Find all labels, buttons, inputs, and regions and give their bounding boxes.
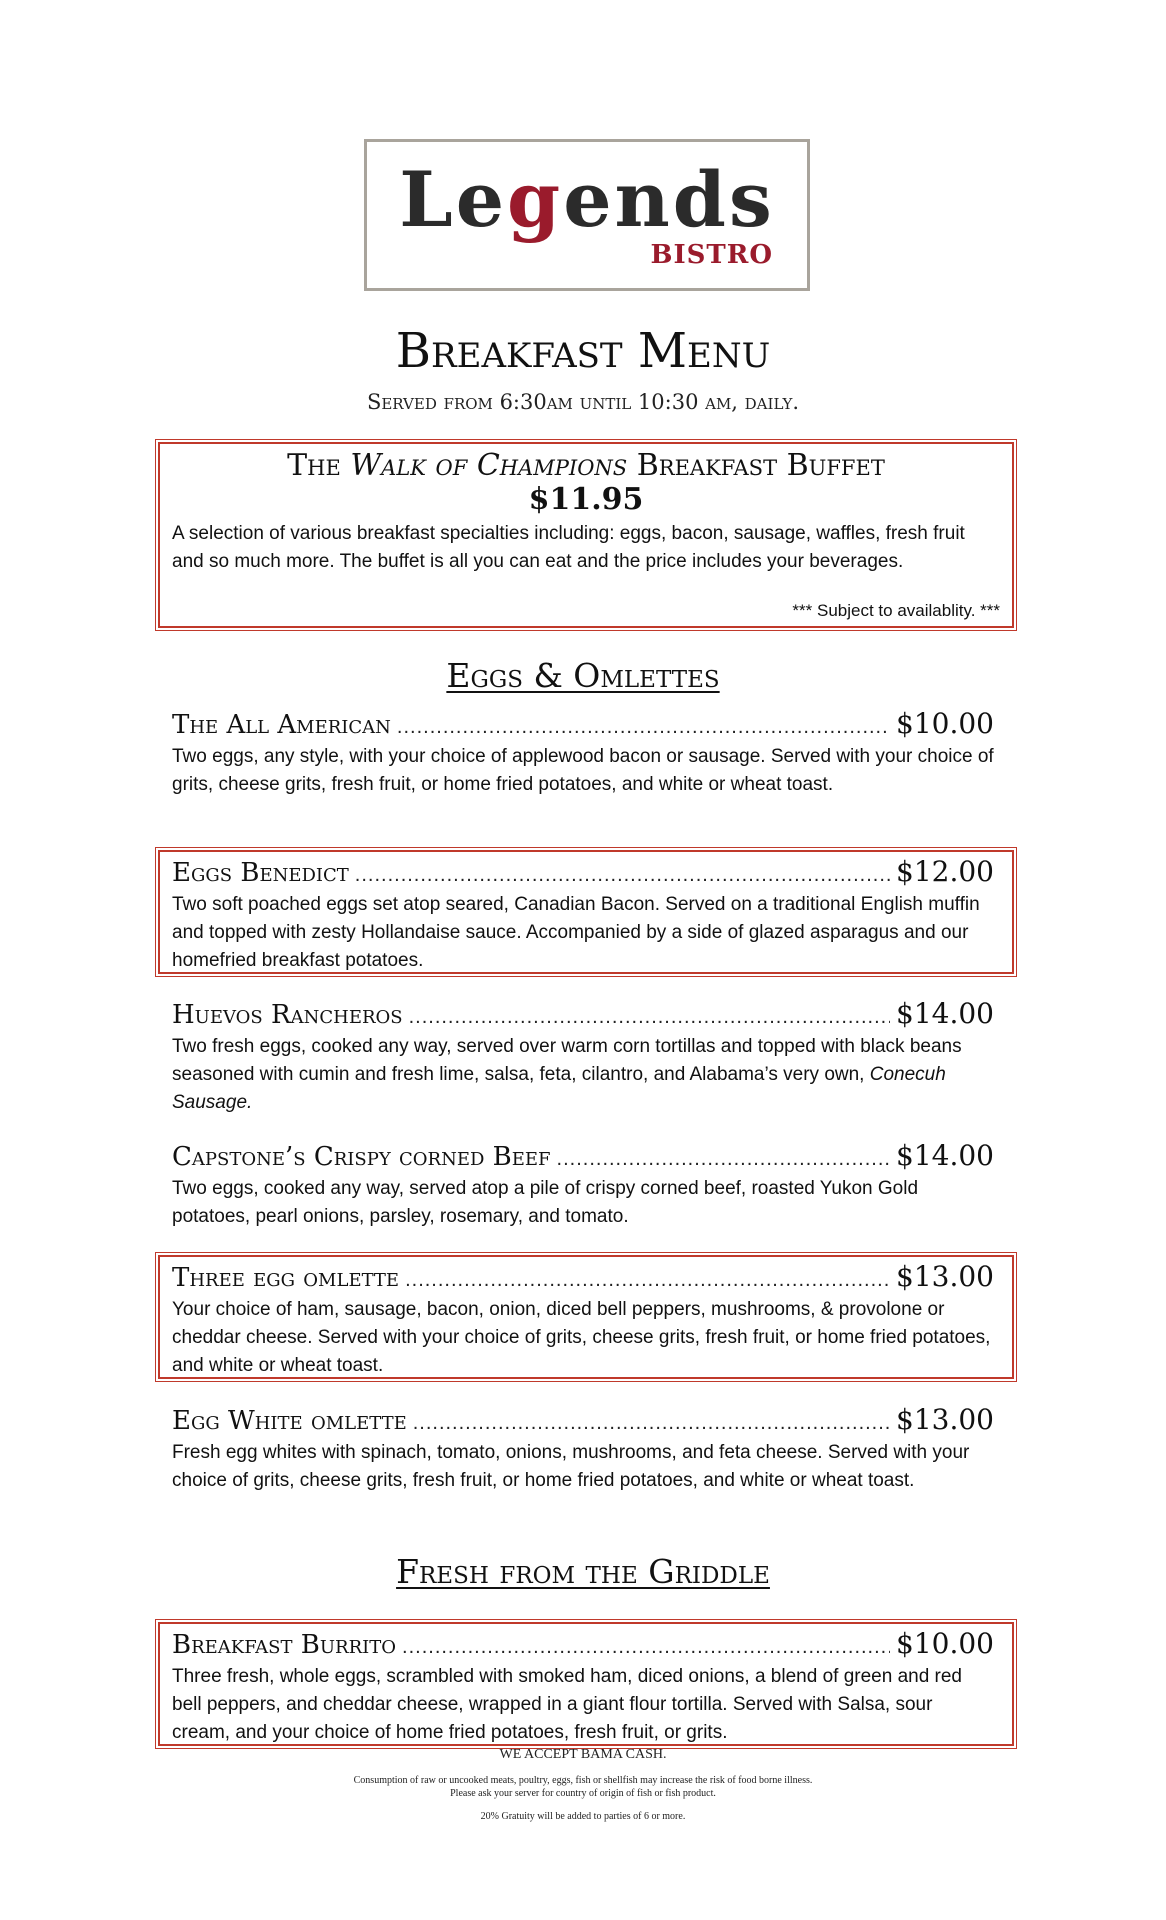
buffet-description: A selection of various breakfast specialties including: eggs, bacon, sausage, waffles, fresh fruit and so much more. The buffet is all you can eat and the price includes your beverages. — [172, 523, 965, 572]
item-description: Two eggs, any style, with your choice of applewood bacon or sausage. Served with your choice of grits, cheese grits, fresh fruit, or home fried potatoes, and white or wheat toast. — [172, 746, 994, 795]
item-price: $14.00 — [896, 997, 994, 1030]
dot-leader — [355, 859, 890, 891]
item-description: Fresh egg whites with spinach, tomato, onions, mushrooms, and feta cheese. Served with your choice of grits, cheese grits, fresh fruit, or home fried potatoes, and white or wheat toast. — [172, 1442, 970, 1491]
section-heading-griddle: Fresh from the Griddle — [396, 1552, 770, 1591]
footer-gratuity-note: 20% Gratuity will be added to parties of 6 or more. — [480, 1811, 686, 1822]
menu-item-three-egg-omlette — [172, 1261, 994, 1380]
item-price: $10.00 — [896, 1627, 994, 1660]
buffet-price: $11.95 — [528, 482, 644, 517]
serving-hours: Served from 6:30am until 10:30 am, daily. — [366, 390, 800, 414]
item-header — [172, 1261, 994, 1296]
section-heading-eggs: Eggs & Omlettes — [446, 656, 720, 695]
item-header — [172, 708, 994, 743]
item-header — [172, 1628, 994, 1663]
menu-item-box-benedict — [158, 850, 1014, 974]
item-name: Eggs Benedict — [172, 858, 349, 888]
item-description — [172, 1033, 994, 1117]
dot-leader — [409, 1001, 890, 1033]
item-header — [172, 1404, 994, 1439]
logo-name-part: ends — [563, 155, 775, 244]
buffet-title-walk: Walk of Champions — [350, 448, 628, 483]
item-price: $10.00 — [896, 707, 994, 740]
dot-leader — [557, 1143, 890, 1175]
item-header — [172, 1140, 994, 1175]
logo-name-accent: g — [507, 155, 564, 244]
buffet-title-post: Breakfast Buffet — [636, 448, 885, 483]
menu-item-all-american — [172, 708, 994, 799]
item-description: Two soft poached eggs set atop seared, Canadian Bacon. Served on a traditional English muffin and topped with zesty Hollandaise sauce. Accompanied by a side of glazed asparagus and our homefried breakfast potatoes. — [172, 894, 980, 971]
item-price: $14.00 — [896, 1139, 994, 1172]
page-title: Breakfast Menu — [395, 323, 771, 379]
buffet-title — [160, 448, 1012, 484]
menu-item-eggs-benedict — [172, 856, 994, 975]
item-header — [172, 856, 994, 891]
item-price: $13.00 — [896, 1403, 994, 1436]
item-name: Breakfast Burrito — [172, 1630, 397, 1660]
menu-item-corned-beef — [172, 1140, 994, 1231]
dot-leader — [402, 1631, 890, 1663]
buffet-availability-note: *** Subject to availablity. *** — [792, 601, 1000, 620]
dot-leader — [413, 1407, 890, 1439]
logo-name-part: Le — [399, 155, 508, 244]
item-price: $13.00 — [896, 1260, 994, 1293]
footer-origin-note: Please ask your server for country of origin of fish or fish product. — [450, 1788, 716, 1799]
menu-item-breakfast-burrito — [172, 1628, 994, 1747]
buffet-title-pre: The — [287, 448, 341, 483]
dot-leader — [397, 711, 890, 743]
item-description: Your choice of ham, sausage, bacon, onion, diced bell peppers, mushrooms, & provolone or cheddar cheese. Served with your choice of grits, cheese grits, fresh fruit, or home fried potatoes, and white or wheat toast. — [172, 1299, 991, 1376]
item-description: Three fresh, whole eggs, scrambled with smoked ham, diced onions, a blend of green and red bell peppers, and cheddar cheese, wrapped in a giant flour tortilla. Served with Salsa, sour cream, and your choice of home fried potatoes, fresh fruit, or grits. — [172, 1666, 963, 1743]
item-price: $12.00 — [896, 855, 994, 888]
item-header — [172, 998, 994, 1033]
menu-item-huevos-rancheros — [172, 998, 994, 1117]
menu-item-egg-white-omlette — [172, 1404, 994, 1495]
item-name: The All American — [172, 710, 391, 740]
menu-item-box-three-egg — [158, 1255, 1014, 1379]
footer-bama-cash: WE ACCEPT BAMA CASH. — [499, 1747, 667, 1762]
item-description-italic: Conecuh Sausage. — [172, 1064, 946, 1113]
buffet-box — [158, 442, 1014, 628]
dot-leader — [405, 1264, 890, 1296]
logo — [364, 139, 810, 291]
item-name: Egg White omlette — [172, 1406, 407, 1436]
logo-subtitle: BISTRO — [650, 240, 773, 270]
menu-item-box-burrito — [158, 1622, 1014, 1746]
logo-name — [367, 155, 807, 244]
item-description-text: Two fresh eggs, cooked any way, served over warm corn tortillas and topped with black beans seasoned with cumin and fresh lime, salsa, feta, cilantro, and Alabama’s very own, — [172, 1036, 962, 1085]
footer-consumption-warning: Consumption of raw or uncooked meats, poultry, eggs, fish or shellfish may increase the risk of food borne illness. — [353, 1775, 813, 1786]
item-name: Capstone’s Crispy corned Beef — [172, 1142, 551, 1172]
item-name: Three egg omlette — [172, 1263, 400, 1293]
item-name: Huevos Rancheros — [172, 1000, 403, 1030]
item-description: Two eggs, cooked any way, served atop a pile of crispy corned beef, roasted Yukon Gold potatoes, pearl onions, parsley, rosemary, and tomato. — [172, 1178, 919, 1227]
